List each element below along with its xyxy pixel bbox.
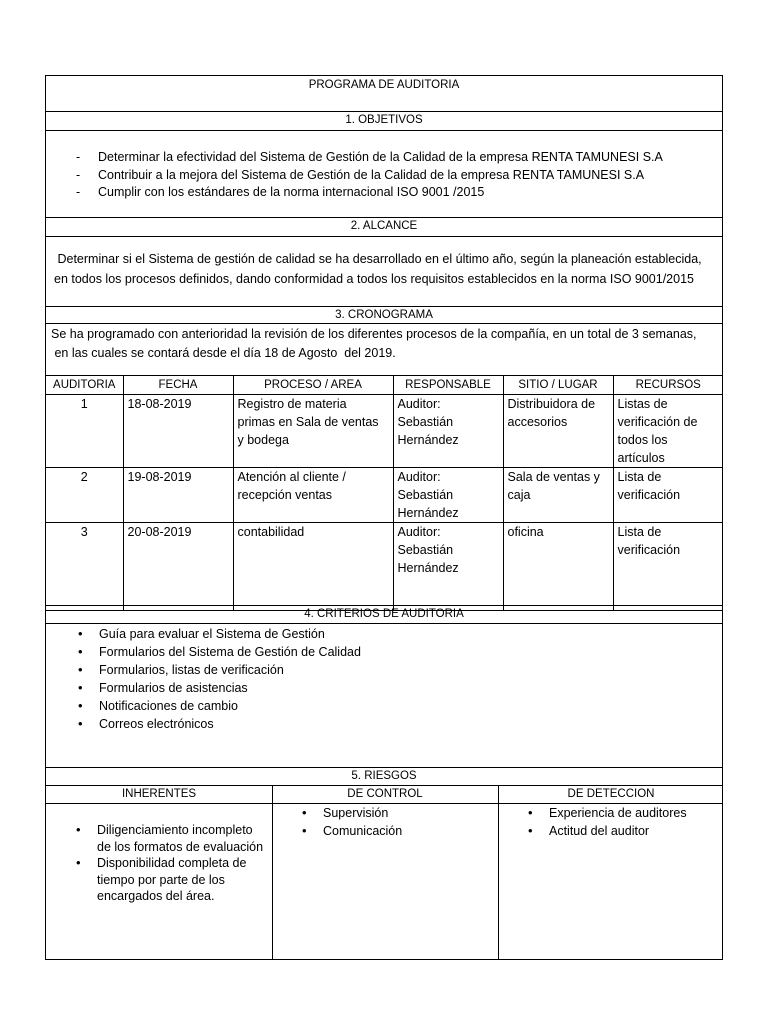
document-title: PROGRAMA DE AUDITORIA bbox=[308, 79, 460, 91]
list-item: - Cumplir con los estándares de la norma internacional ISO 9001 /2015 bbox=[76, 185, 485, 199]
list-item: • Comunicación bbox=[300, 822, 490, 840]
riesgos-header-row bbox=[46, 785, 722, 803]
cronograma-table bbox=[46, 375, 723, 611]
cronograma-heading: 3. CRONOGRAMA bbox=[46, 306, 722, 323]
column-divider bbox=[272, 785, 273, 960]
column-header: RECURSOS bbox=[613, 376, 723, 395]
criterios-list bbox=[76, 625, 361, 733]
column-header: FECHA bbox=[123, 376, 233, 395]
list-item: - Contribuir a la mejora del Sistema de Gestión de la Calidad de la empresa RENTA TAMUNESI S.A bbox=[76, 167, 645, 182]
column-header: DE CONTROL bbox=[347, 788, 423, 800]
alcance-line-1: Determinar si el Sistema de gestión de calidad se ha desarrollado en el último año, según la planeación establecida, bbox=[54, 252, 702, 266]
list-item: • Guía para evaluar el Sistema de Gestión bbox=[76, 625, 361, 643]
auditoria-cell: 3 bbox=[46, 523, 123, 611]
list-item: • Diligenciamiento incompleto de los formatos de evaluación bbox=[74, 822, 264, 855]
control-list bbox=[300, 804, 490, 840]
recursos-cell: Lista de verificación bbox=[613, 468, 723, 523]
column-header: AUDITORIA bbox=[46, 376, 123, 395]
list-item: - Determinar la efectividad del Sistema de Gestión de la Calidad de la empresa RENTA TAMUNESI S.A bbox=[76, 150, 663, 164]
responsable-cell: Auditor: Sebastián Hernández bbox=[393, 468, 503, 523]
alcance-line-2: en todos los procesos definidos, dando conformidad a todos los requisitos establecidos en la norma ISO 9001/2015 bbox=[54, 272, 694, 286]
list-item: • Supervisión bbox=[300, 804, 490, 822]
list-item: • Experiencia de auditores bbox=[526, 804, 716, 822]
cronograma-line-2: en las cuales se contará desde el día 18 de Agosto del 2019. bbox=[51, 346, 396, 360]
column-header: RESPONSABLE bbox=[393, 376, 503, 395]
auditoria-cell: 1 bbox=[46, 395, 123, 468]
auditoria-cell: 2 bbox=[46, 468, 123, 523]
responsable-cell: Auditor: Sebastián Hernández bbox=[393, 523, 503, 611]
proceso-cell: Atención al cliente / recepción ventas bbox=[233, 468, 393, 523]
objetivos-section bbox=[46, 130, 722, 217]
sitio-cell: Distribuidora de accesorios bbox=[503, 395, 613, 468]
list-item: • Disponibilidad completa de tiempo por parte de los encargados del área. bbox=[74, 855, 264, 905]
responsable-cell: Auditor: Sebastián Hernández bbox=[393, 395, 503, 468]
recursos-cell: Lista de verificación bbox=[613, 523, 723, 611]
proceso-cell: contabilidad bbox=[233, 523, 393, 611]
fecha-cell: 19-08-2019 bbox=[123, 468, 233, 523]
title-row bbox=[46, 76, 722, 111]
objetivos-heading: 1. OBJETIVOS bbox=[46, 111, 722, 130]
recursos-cell: Listas de verificación de todos los artículos bbox=[613, 395, 723, 468]
list-item: • Correos electrónicos bbox=[76, 715, 361, 733]
column-header: INHERENTES bbox=[121, 788, 197, 800]
column-header: DE DETECCION bbox=[567, 788, 655, 800]
criterios-heading: 4. CRITERIOS DE AUDITORIA bbox=[46, 605, 722, 623]
list-item: • Formularios de asistencias bbox=[76, 679, 361, 697]
fecha-cell: 18-08-2019 bbox=[123, 395, 233, 468]
column-header: SITIO / LUGAR bbox=[503, 376, 613, 395]
deteccion-list bbox=[526, 804, 716, 840]
objetivos-list bbox=[76, 149, 663, 202]
list-item: • Formularios del Sistema de Gestión de Calidad bbox=[76, 643, 361, 661]
alcance-heading: 2. ALCANCE bbox=[46, 217, 722, 236]
proceso-cell: Registro de materia primas en Sala de ventas y bodega bbox=[233, 395, 393, 468]
riesgos-heading: 5. RIESGOS bbox=[46, 767, 722, 785]
table-row bbox=[46, 468, 723, 523]
fecha-cell: 20-08-2019 bbox=[123, 523, 233, 611]
cronograma-line-1: Se ha programado con anterioridad la revisión de los diferentes procesos de la compañía, en un total de 3 semanas, bbox=[51, 327, 697, 341]
column-divider bbox=[498, 785, 499, 960]
sitio-cell: Sala de ventas y caja bbox=[503, 468, 613, 523]
alcance-section bbox=[46, 236, 722, 306]
sitio-cell: oficina bbox=[503, 523, 613, 611]
cronograma-intro bbox=[46, 323, 722, 375]
list-item: • Notificaciones de cambio bbox=[76, 697, 361, 715]
criterios-section bbox=[46, 623, 722, 767]
table-row bbox=[46, 523, 723, 611]
list-item: • Actitud del auditor bbox=[526, 822, 716, 840]
list-item: • Formularios, listas de verificación bbox=[76, 661, 361, 679]
column-header: PROCESO / AREA bbox=[233, 376, 393, 395]
table-header-row bbox=[46, 376, 723, 395]
table-row bbox=[46, 395, 723, 468]
audit-program-document bbox=[45, 75, 723, 960]
inherentes-list bbox=[74, 822, 264, 905]
riesgos-body bbox=[46, 803, 722, 960]
